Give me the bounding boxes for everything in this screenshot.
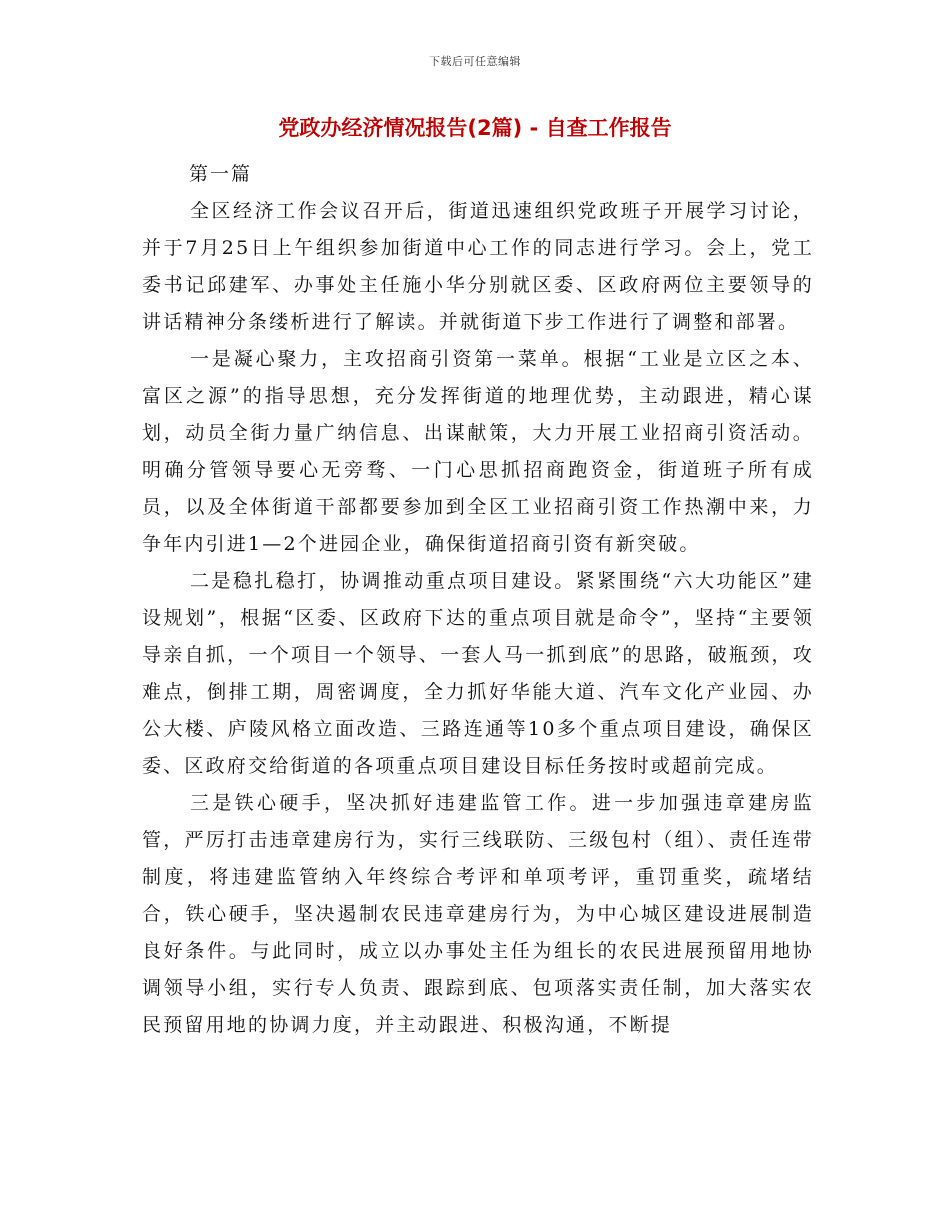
section-label: 第一篇 [189,163,253,185]
paragraph-point-one: 一是凝心聚力，主攻招商引资第一菜单。根据“工业是立区之本、富区之源”的指导思想，充分发挥街道的地理优势，主动跟进，精心谋划，动员全街力量广纳信息、出谋献策，大力开展工业招商引资活动。明确分管领导要心无旁骛、一门心思抓招商跑资金，街道班子所有成员，以及全体街道干部都要参加到全区工业招商引资工作热潮中来，力争年内引进1—2个进园企业，确保街道招商引资有新突破。 [142,348,814,555]
paragraph-point-three: 三是铁心硬手，坚决抓好违建监管工作。进一步加强违章建房监管，严厉打击违章建房行为，实行三线联防、三级包村（组）、责任连带制度，将违建监管纳入年终综合考评和单项考评，重罚重奖，疏堵结合，铁心硬手，坚决遏制农民违章建房行为，为中心城区建设进展制造良好条件。与此同时，成立以办事处主任为组长的农民进展预留用地协调领导小组，实行专人负责、跟踪到底、包项落实责任制，加大落实农民预留用地的协调力度，并主动跟进、积极沟通，不断提 [142,792,814,1036]
paragraph-point-two: 二是稳扎稳打，协调推动重点项目建设。紧紧围绕“六大功能区”建设规划”，根据“区委、区政府下达的重点项目就是命令”，坚持“主要领导亲自抓，一个项目一个领导、一套人马一抓到底”的思路，破瓶颈，攻难点，倒排工期，周密调度，全力抓好华能大道、汽车文化产业园、办公大楼、庐陵风格立面改造、三路连通等10多个重点项目建设，确保区委、区政府交给街道的各项重点项目建设目标任务按时或超前完成。 [142,570,814,777]
paragraph-intro: 全区经济工作会议召开后，街道迅速组织党政班子开展学习讨论，并于7月25日上午组织参加街道中心工作的同志进行学习。会上，党工委书记邱建军、办事处主任施小华分别就区委、区政府两位主要领导的讲话精神分条缕析进行了解读。并就街道下步工作进行了调整和部署。 [142,200,814,333]
document-title: 党政办经济情况报告(2篇) - 自查工作报告 [278,116,672,140]
header-note: 下载后可任意编辑 [429,55,521,68]
document-body [142,193,814,1044]
